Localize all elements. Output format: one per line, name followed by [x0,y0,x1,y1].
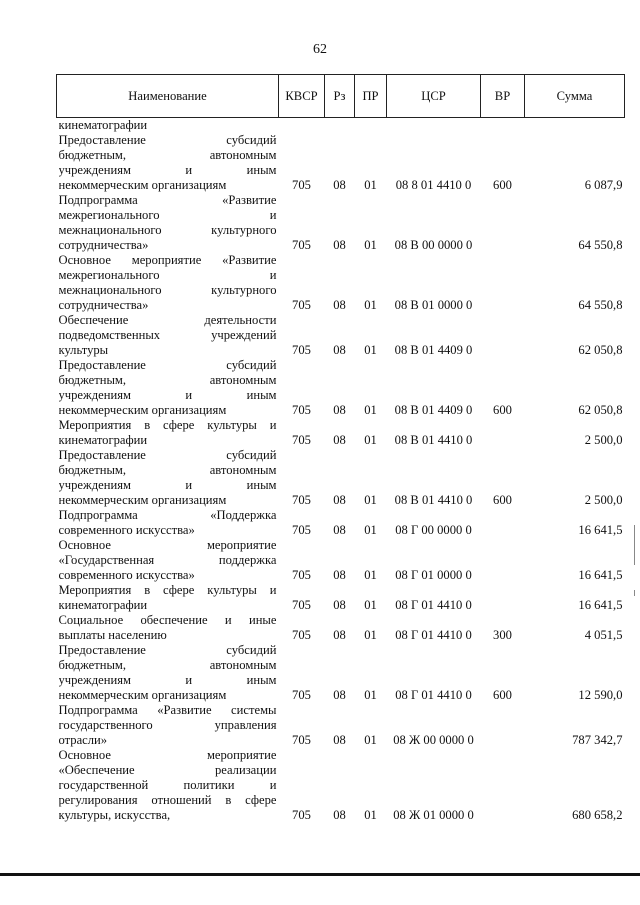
row-rz: 08 [333,808,346,822]
row-name-line: отрасли» [58,733,108,747]
row-name-line: Подпрограмма «Поддержка [58,508,277,522]
row-name-line: учреждениям и иным [58,163,277,177]
row-vr [481,418,525,448]
row-name-line: кинематографии [58,118,148,132]
table-row [57,193,625,253]
row-kvsr: 705 [292,403,311,417]
row-name-line: Мероприятия в сфере культуры и [58,418,277,432]
row-csr: 08 В 01 4409 0 [394,343,473,357]
row-name-line: культуры, искусства, [58,808,171,822]
row-name-line: Мероприятия в сфере культуры и [58,583,277,597]
row-vr [481,253,525,313]
row-sum: 4 051,5 [584,628,623,642]
row-pr: 01 [364,403,377,417]
row-name-line: Предоставление субсидий [58,643,277,657]
row-csr [387,118,481,134]
row-pr: 01 [364,523,377,537]
row-name-line: сотрудничества» [58,238,149,252]
row-vr [481,193,525,253]
header-kvsr: КВСР [279,75,325,118]
row-sum: 680 658,2 [572,808,623,822]
row-name-line: Предоставление субсидий [58,448,277,462]
row-rz: 08 [333,433,346,447]
row-name-line: кинематографии [58,433,148,447]
row-name-line: учреждениям и иным [58,478,277,492]
row-kvsr: 705 [292,568,311,582]
table-row [57,253,625,313]
row-csr: 08 Г 01 0000 0 [395,568,472,582]
row-vr: 600 [493,403,512,417]
row-rz: 08 [333,688,346,702]
row-rz: 08 [333,238,346,252]
row-name-line: Предоставление субсидий [58,358,277,372]
row-pr: 01 [364,628,377,642]
row-pr: 01 [364,688,377,702]
row-rz: 08 [333,178,346,192]
table-row [57,313,625,358]
row-kvsr: 705 [292,808,311,822]
row-sum: 64 550,8 [578,238,623,252]
row-pr: 01 [364,238,377,252]
page-number: 62 [313,42,327,57]
row-rz: 08 [333,598,346,612]
row-pr: 01 [364,178,377,192]
row-csr: 08 Г 01 4410 0 [395,628,472,642]
row-vr: 300 [493,628,512,642]
row-name [57,193,279,253]
row-csr: 08 8 01 4410 0 [395,178,472,192]
row-name [57,118,279,134]
bottom-rule [0,873,640,876]
row-csr: 08 В 01 4409 0 [394,403,473,417]
table-row [57,703,625,748]
row-name [57,418,279,448]
row-vr [481,118,525,134]
row-csr: 08 В 01 4410 0 [394,493,473,507]
row-name-line: «Обеспечение реализации [58,763,277,777]
row-kvsr: 705 [292,493,311,507]
row-csr: 08 Ж 00 0000 0 [393,733,474,747]
row-name-line: межрегионального и [58,208,277,222]
table-row [57,358,625,418]
row-vr [481,703,525,748]
row-vr [481,748,525,823]
row-rz: 08 [333,568,346,582]
row-name-line: современного искусства» [58,568,195,582]
row-sum: 62 050,8 [578,403,623,417]
table-row [57,133,625,193]
table-row [57,448,625,508]
row-csr: 08 В 01 0000 0 [394,298,473,312]
row-name [57,313,279,358]
budget-table [56,74,625,823]
table-row [57,538,625,583]
table-row [57,613,625,643]
row-sum: 64 550,8 [578,298,623,312]
row-name-line: учреждениям и иным [58,388,277,402]
row-name-line: бюджетным, автономным [58,658,277,672]
row-vr: 600 [493,178,512,192]
row-sum [525,118,625,134]
row-kvsr: 705 [292,343,311,357]
row-name-line: бюджетным, автономным [58,148,277,162]
row-pr: 01 [364,568,377,582]
row-pr: 01 [364,733,377,747]
row-name [57,538,279,583]
table-row [57,583,625,613]
row-pr: 01 [364,343,377,357]
row-vr: 600 [493,493,512,507]
row-kvsr: 705 [292,238,311,252]
row-csr: 08 Г 01 4410 0 [395,598,472,612]
row-sum: 16 641,5 [578,598,623,612]
row-name-line: некоммерческим организациям [58,178,227,192]
row-kvsr: 705 [292,688,311,702]
table-row [57,748,625,823]
header-name: Наименование [57,75,279,118]
row-pr [355,118,387,134]
row-vr [481,508,525,538]
row-name-line: некоммерческим организациям [58,403,227,417]
row-name [57,358,279,418]
row-name-line: бюджетным, автономным [58,373,277,387]
row-name-line: Социальное обеспечение и иные [58,613,277,627]
row-name-line: некоммерческим организациям [58,493,227,507]
row-name-line: межнационального культурного [58,283,277,297]
header-sum: Сумма [525,75,625,118]
row-name [57,583,279,613]
row-pr: 01 [364,598,377,612]
row-vr [481,583,525,613]
row-sum: 2 500,0 [584,493,623,507]
header-vr: ВР [481,75,525,118]
table-row [57,418,625,448]
header-csr: ЦСР [387,75,481,118]
row-name [57,253,279,313]
row-vr [481,538,525,583]
row-rz: 08 [333,493,346,507]
row-name-line: учреждениям и иным [58,673,277,687]
row-name [57,748,279,823]
row-kvsr: 705 [292,598,311,612]
row-sum: 2 500,0 [584,433,623,447]
row-rz [325,118,355,134]
scan-speck [634,525,635,565]
row-name-line: культуры [58,343,109,357]
row-sum: 787 342,7 [572,733,623,747]
row-name [57,448,279,508]
row-name-line: Основное мероприятие [58,538,277,552]
row-name-line: некоммерческим организациям [58,688,227,702]
row-csr: 08 Г 01 4410 0 [395,688,472,702]
row-name-line: Основное мероприятие «Развитие [58,253,277,267]
row-csr: 08 В 01 4410 0 [394,433,473,447]
row-csr: 08 В 00 0000 0 [394,238,473,252]
row-name-line: государственной политики и [58,778,277,792]
row-name-line: государственного управления [58,718,277,732]
table-body [57,118,625,824]
row-name-line: «Государственная поддержка [58,553,277,567]
scan-speck [634,590,635,596]
row-rz: 08 [333,523,346,537]
row-pr: 01 [364,298,377,312]
table-row [57,118,625,134]
row-csr: 08 Г 00 0000 0 [395,523,472,537]
header-rz: Рз [325,75,355,118]
row-kvsr: 705 [292,433,311,447]
row-rz: 08 [333,343,346,357]
row-name-line: Подпрограмма «Развитие [58,193,277,207]
row-kvsr: 705 [292,628,311,642]
row-sum: 16 641,5 [578,523,623,537]
row-name-line: Обеспечение деятельности [58,313,277,327]
row-pr: 01 [364,433,377,447]
row-rz: 08 [333,628,346,642]
row-name-line: бюджетным, автономным [58,463,277,477]
row-name-line: Основное мероприятие [58,748,277,762]
row-name-line: межрегионального и [58,268,277,282]
row-name-line: регулирования отношений в сфере [58,793,277,807]
row-name [57,703,279,748]
row-rz: 08 [333,733,346,747]
row-kvsr: 705 [292,523,311,537]
row-sum: 6 087,9 [584,178,623,192]
row-name-line: Предоставление субсидий [58,133,277,147]
row-vr [481,313,525,358]
row-name-line: выплаты населению [58,628,167,642]
row-name [57,133,279,193]
row-kvsr: 705 [292,178,311,192]
row-kvsr [279,118,325,134]
table-row [57,508,625,538]
row-name [57,613,279,643]
row-rz: 08 [333,403,346,417]
table-header-row [57,75,625,118]
row-name-line: межнационального культурного [58,223,277,237]
row-vr: 600 [493,688,512,702]
row-name-line: кинематографии [58,598,148,612]
row-name-line: современного искусства» [58,523,195,537]
row-csr: 08 Ж 01 0000 0 [393,808,474,822]
row-sum: 62 050,8 [578,343,623,357]
row-kvsr: 705 [292,298,311,312]
row-name [57,643,279,703]
row-name [57,508,279,538]
row-rz: 08 [333,298,346,312]
row-sum: 16 641,5 [578,568,623,582]
row-kvsr: 705 [292,733,311,747]
row-pr: 01 [364,493,377,507]
row-name-line: Подпрограмма «Развитие системы [58,703,277,717]
row-name-line: подведомственных учреждений [58,328,277,342]
header-pr: ПР [355,75,387,118]
table-row [57,643,625,703]
row-sum: 12 590,0 [578,688,623,702]
row-name-line: сотрудничества» [58,298,149,312]
row-pr: 01 [364,808,377,822]
